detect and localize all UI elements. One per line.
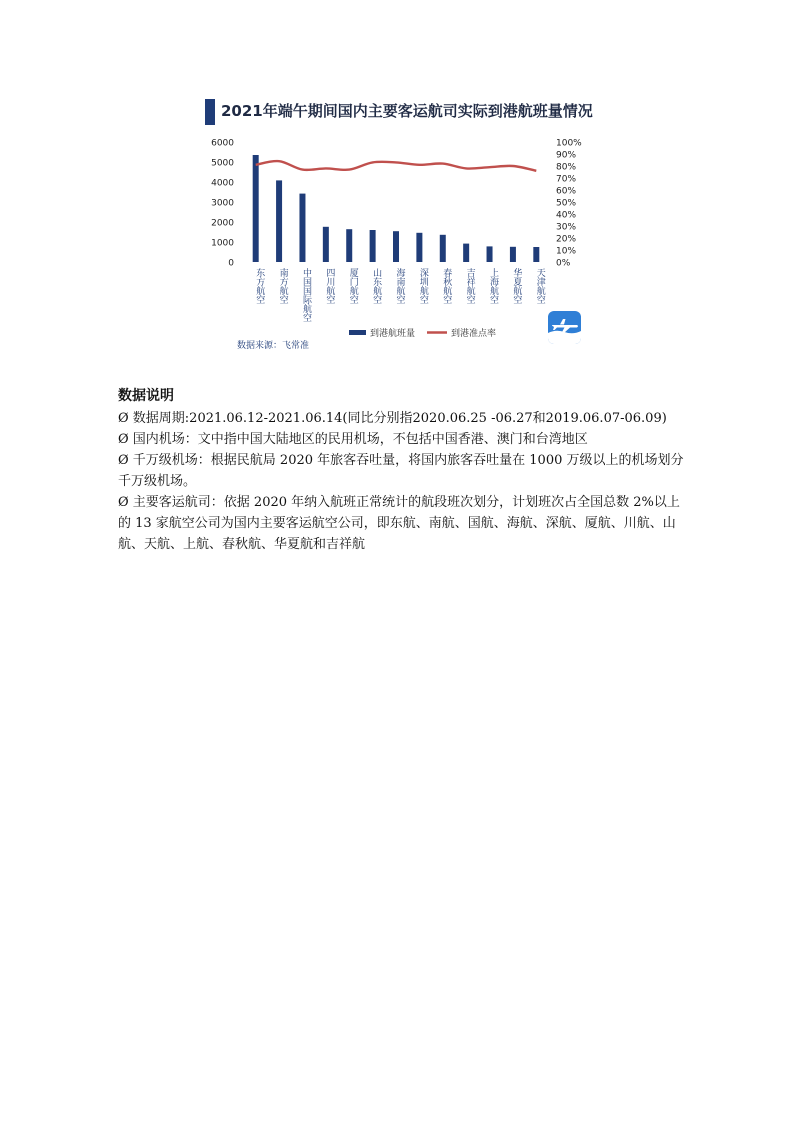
- data-notes: [118, 386, 688, 555]
- bar-南方航空: [276, 180, 282, 262]
- x-axis-labels: [254, 267, 545, 322]
- left-tick-label: 6000: [211, 138, 234, 149]
- airplane-icon: [548, 311, 581, 344]
- right-tick-label: 90%: [556, 150, 577, 161]
- left-tick-label: 1000: [211, 238, 234, 249]
- legend: [349, 327, 496, 339]
- x-tick-label: 中国国际航空: [300, 268, 311, 322]
- left-tick-label: 3000: [211, 198, 234, 209]
- source-note: 数据来源：飞常准: [237, 341, 310, 351]
- right-tick-label: 20%: [556, 234, 577, 245]
- left-tick-label: 4000: [211, 178, 234, 189]
- left-tick-label: 2000: [211, 218, 234, 229]
- bar-深圳航空: [416, 233, 422, 262]
- right-tick-label: 60%: [556, 186, 577, 197]
- x-tick-label: 上海航空: [488, 268, 499, 304]
- right-tick-label: 50%: [556, 198, 577, 209]
- x-tick-label: 深圳航空: [417, 268, 428, 304]
- x-tick-label: 山东航空: [371, 268, 382, 304]
- right-tick-label: 0%: [556, 258, 571, 269]
- bar-厦门航空: [346, 229, 352, 262]
- line-series: [256, 161, 537, 171]
- x-tick-label: 厦门航空: [347, 268, 358, 304]
- right-tick-label: 40%: [556, 210, 577, 221]
- legend-bar-label: 到港航班量: [370, 329, 416, 339]
- right-tick-label: 30%: [556, 222, 577, 233]
- bar-上海航空: [487, 246, 493, 262]
- bar-中国国际航空: [299, 194, 305, 262]
- airplane-app-icon: [548, 311, 581, 344]
- right-tick-label: 100%: [556, 138, 582, 149]
- x-tick-label: 海南航空: [394, 268, 405, 304]
- chart: [0, 0, 793, 380]
- right-tick-label: 80%: [556, 162, 577, 173]
- bar-华夏航空: [510, 247, 516, 262]
- bar-天津航空: [533, 247, 539, 262]
- notes-heading: 数据说明: [118, 388, 174, 404]
- x-tick-label: 天津航空: [534, 268, 545, 304]
- chart-title: 2021年端午期间国内主要客运航司实际到港航班量情况: [221, 102, 593, 120]
- legend-line-label: 到港准点率: [451, 329, 497, 339]
- right-tick-label: 10%: [556, 246, 577, 257]
- left-axis-ticks: [211, 139, 234, 269]
- note-domestic-airports: Ø 国内机场：文中指中国大陆地区的民用机场，不包括中国香港、澳门和台湾地区: [118, 432, 588, 447]
- bar-山东航空: [370, 230, 376, 262]
- x-tick-label: 吉祥航空: [464, 268, 475, 304]
- bar-吉祥航空: [463, 244, 469, 262]
- x-tick-label: 春秋航空: [441, 268, 452, 304]
- left-tick-label: 0: [228, 258, 234, 269]
- right-tick-label: 70%: [556, 174, 577, 185]
- note-data-period: Ø 数据周期:2021.06.12-2021.06.14(同比分别指2020.06.25 -06.27和2019.06.07-06.09): [118, 411, 667, 426]
- x-tick-label: 南方航空: [277, 268, 288, 304]
- bar-四川航空: [323, 227, 329, 262]
- left-tick-label: 5000: [211, 158, 234, 169]
- x-tick-label: 东方航空: [254, 268, 265, 304]
- note-ten-million-airports: Ø 千万级机场：根据民航局 2020 年旅客吞吐量，将国内旅客吞吐量在 1000 万级以上的机场划分千万级机场。: [118, 453, 684, 489]
- bar-海南航空: [393, 231, 399, 262]
- x-tick-label: 华夏航空: [511, 268, 522, 304]
- bar-series: [253, 155, 540, 262]
- x-tick-label: 四川航空: [324, 268, 335, 304]
- bar-东方航空: [253, 155, 259, 262]
- bar-春秋航空: [440, 235, 446, 262]
- note-major-airlines: Ø 主要客运航司：依据 2020 年纳入航班正常统计的航段班次划分，计划班次占全国总数 2%以上的 13 家航空公司为国内主要客运航空公司，即东航、南航、国航、海航、深航、厦航、川航、山航、天航、上航、春秋航、华夏航和吉祥航: [118, 495, 680, 552]
- legend-bar-swatch: [349, 330, 366, 335]
- right-axis-ticks: [556, 139, 582, 269]
